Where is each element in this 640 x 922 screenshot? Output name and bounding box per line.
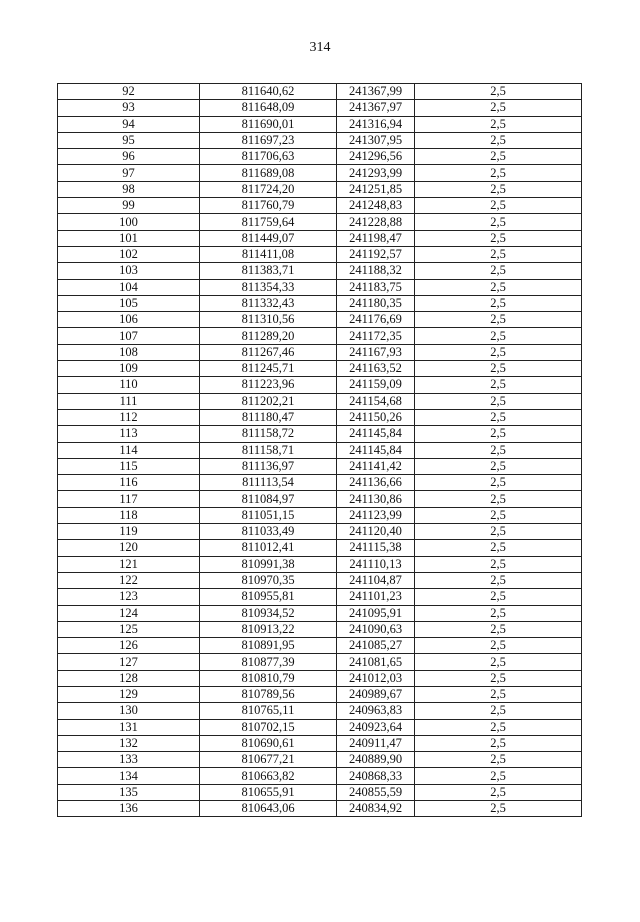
x-coordinate-cell: 810810,79 [200, 670, 337, 686]
x-coordinate-cell: 811158,71 [200, 442, 337, 458]
value-cell: 2,5 [415, 149, 582, 165]
table-row [58, 458, 582, 474]
table-row [58, 556, 582, 572]
table-row [58, 426, 582, 442]
table-row [58, 605, 582, 621]
x-coordinate-cell: 811289,20 [200, 328, 337, 344]
point-number-cell: 92 [58, 84, 200, 100]
point-number-cell: 99 [58, 198, 200, 214]
y-coordinate-cell: 241141,42 [337, 458, 415, 474]
value-cell: 2,5 [415, 670, 582, 686]
y-coordinate-cell: 241123,99 [337, 507, 415, 523]
value-cell: 2,5 [415, 458, 582, 474]
point-number-cell: 103 [58, 263, 200, 279]
x-coordinate-cell: 811449,07 [200, 230, 337, 246]
x-coordinate-cell: 811690,01 [200, 116, 337, 132]
x-coordinate-cell: 811760,79 [200, 198, 337, 214]
point-number-cell: 95 [58, 132, 200, 148]
value-cell: 2,5 [415, 312, 582, 328]
point-number-cell: 124 [58, 605, 200, 621]
y-coordinate-cell: 240911,47 [337, 735, 415, 751]
value-cell: 2,5 [415, 263, 582, 279]
value-cell: 2,5 [415, 719, 582, 735]
point-number-cell: 106 [58, 312, 200, 328]
value-cell: 2,5 [415, 165, 582, 181]
value-cell: 2,5 [415, 556, 582, 572]
x-coordinate-cell: 811113,54 [200, 475, 337, 491]
x-coordinate-cell: 811267,46 [200, 344, 337, 360]
x-coordinate-cell: 811332,43 [200, 295, 337, 311]
y-coordinate-cell: 241307,95 [337, 132, 415, 148]
point-number-cell: 112 [58, 409, 200, 425]
y-coordinate-cell: 241154,68 [337, 393, 415, 409]
table-row [58, 279, 582, 295]
y-coordinate-cell: 241180,35 [337, 295, 415, 311]
x-coordinate-cell: 811051,15 [200, 507, 337, 523]
table-row [58, 670, 582, 686]
point-number-cell: 113 [58, 426, 200, 442]
x-coordinate-cell: 810913,22 [200, 621, 337, 637]
table-row [58, 132, 582, 148]
y-coordinate-cell: 241101,23 [337, 589, 415, 605]
value-cell: 2,5 [415, 344, 582, 360]
y-coordinate-cell: 240923,64 [337, 719, 415, 735]
point-number-cell: 127 [58, 654, 200, 670]
y-coordinate-cell: 241163,52 [337, 361, 415, 377]
x-coordinate-cell: 811724,20 [200, 181, 337, 197]
x-coordinate-cell: 810934,52 [200, 605, 337, 621]
table-row [58, 312, 582, 328]
value-cell: 2,5 [415, 475, 582, 491]
table-row [58, 735, 582, 751]
value-cell: 2,5 [415, 735, 582, 751]
value-cell: 2,5 [415, 230, 582, 246]
point-number-cell: 96 [58, 149, 200, 165]
value-cell: 2,5 [415, 361, 582, 377]
table-row [58, 116, 582, 132]
point-number-cell: 111 [58, 393, 200, 409]
x-coordinate-cell: 811640,62 [200, 84, 337, 100]
value-cell: 2,5 [415, 784, 582, 800]
x-coordinate-cell: 810891,95 [200, 638, 337, 654]
y-coordinate-cell: 241188,32 [337, 263, 415, 279]
y-coordinate-cell: 241251,85 [337, 181, 415, 197]
table-row [58, 703, 582, 719]
y-coordinate-cell: 241012,03 [337, 670, 415, 686]
x-coordinate-cell: 811411,08 [200, 246, 337, 262]
point-number-cell: 126 [58, 638, 200, 654]
y-coordinate-cell: 241176,69 [337, 312, 415, 328]
y-coordinate-cell: 241183,75 [337, 279, 415, 295]
value-cell: 2,5 [415, 589, 582, 605]
y-coordinate-cell: 241090,63 [337, 621, 415, 637]
point-number-cell: 131 [58, 719, 200, 735]
table-row [58, 491, 582, 507]
x-coordinate-cell: 810655,91 [200, 784, 337, 800]
table-row [58, 149, 582, 165]
point-number-cell: 135 [58, 784, 200, 800]
point-number-cell: 98 [58, 181, 200, 197]
point-number-cell: 110 [58, 377, 200, 393]
value-cell: 2,5 [415, 409, 582, 425]
x-coordinate-cell: 811383,71 [200, 263, 337, 279]
point-number-cell: 105 [58, 295, 200, 311]
table-row [58, 784, 582, 800]
value-cell: 2,5 [415, 377, 582, 393]
value-cell: 2,5 [415, 442, 582, 458]
point-number-cell: 128 [58, 670, 200, 686]
table-row [58, 801, 582, 817]
y-coordinate-cell: 241130,86 [337, 491, 415, 507]
y-coordinate-cell: 241248,83 [337, 198, 415, 214]
table-row [58, 393, 582, 409]
value-cell: 2,5 [415, 426, 582, 442]
y-coordinate-cell: 241110,13 [337, 556, 415, 572]
point-number-cell: 107 [58, 328, 200, 344]
table-row [58, 84, 582, 100]
y-coordinate-cell: 241136,66 [337, 475, 415, 491]
point-number-cell: 116 [58, 475, 200, 491]
point-number-cell: 121 [58, 556, 200, 572]
table-row [58, 589, 582, 605]
y-coordinate-cell: 241198,47 [337, 230, 415, 246]
point-number-cell: 120 [58, 540, 200, 556]
value-cell: 2,5 [415, 768, 582, 784]
point-number-cell: 130 [58, 703, 200, 719]
table-row [58, 752, 582, 768]
value-cell: 2,5 [415, 524, 582, 540]
table-row [58, 638, 582, 654]
x-coordinate-cell: 811202,21 [200, 393, 337, 409]
value-cell: 2,5 [415, 752, 582, 768]
x-coordinate-cell: 810991,38 [200, 556, 337, 572]
value-cell: 2,5 [415, 116, 582, 132]
x-coordinate-cell: 811648,09 [200, 100, 337, 116]
table-row [58, 686, 582, 702]
y-coordinate-cell: 241367,97 [337, 100, 415, 116]
point-number-cell: 97 [58, 165, 200, 181]
table-row [58, 768, 582, 784]
table-row [58, 246, 582, 262]
table-row [58, 100, 582, 116]
x-coordinate-cell: 811180,47 [200, 409, 337, 425]
value-cell: 2,5 [415, 84, 582, 100]
point-number-cell: 93 [58, 100, 200, 116]
point-number-cell: 122 [58, 572, 200, 588]
y-coordinate-cell: 240834,92 [337, 801, 415, 817]
table-row [58, 230, 582, 246]
table-row [58, 442, 582, 458]
table-row [58, 377, 582, 393]
x-coordinate-cell: 810643,06 [200, 801, 337, 817]
value-cell: 2,5 [415, 572, 582, 588]
y-coordinate-cell: 240855,59 [337, 784, 415, 800]
y-coordinate-cell: 240963,83 [337, 703, 415, 719]
table-row [58, 328, 582, 344]
value-cell: 2,5 [415, 703, 582, 719]
x-coordinate-cell: 811689,08 [200, 165, 337, 181]
point-number-cell: 115 [58, 458, 200, 474]
x-coordinate-cell: 811310,56 [200, 312, 337, 328]
y-coordinate-cell: 240889,90 [337, 752, 415, 768]
point-number-cell: 104 [58, 279, 200, 295]
y-coordinate-cell: 241104,87 [337, 572, 415, 588]
point-number-cell: 133 [58, 752, 200, 768]
x-coordinate-cell: 811759,64 [200, 214, 337, 230]
point-number-cell: 132 [58, 735, 200, 751]
y-coordinate-cell: 241095,91 [337, 605, 415, 621]
y-coordinate-cell: 241192,57 [337, 246, 415, 262]
value-cell: 2,5 [415, 279, 582, 295]
x-coordinate-cell: 810955,81 [200, 589, 337, 605]
coordinates-table-body [58, 84, 582, 817]
point-number-cell: 118 [58, 507, 200, 523]
x-coordinate-cell: 810877,39 [200, 654, 337, 670]
value-cell: 2,5 [415, 132, 582, 148]
table-row [58, 181, 582, 197]
point-number-cell: 119 [58, 524, 200, 540]
x-coordinate-cell: 810663,82 [200, 768, 337, 784]
point-number-cell: 101 [58, 230, 200, 246]
x-coordinate-cell: 810765,11 [200, 703, 337, 719]
y-coordinate-cell: 241150,26 [337, 409, 415, 425]
page-number: 314 [309, 40, 331, 55]
point-number-cell: 114 [58, 442, 200, 458]
table-row [58, 198, 582, 214]
x-coordinate-cell: 811136,97 [200, 458, 337, 474]
table-row [58, 654, 582, 670]
point-number-cell: 100 [58, 214, 200, 230]
value-cell: 2,5 [415, 491, 582, 507]
value-cell: 2,5 [415, 654, 582, 670]
x-coordinate-cell: 811033,49 [200, 524, 337, 540]
y-coordinate-cell: 241172,35 [337, 328, 415, 344]
point-number-cell: 123 [58, 589, 200, 605]
x-coordinate-cell: 810702,15 [200, 719, 337, 735]
y-coordinate-cell: 240868,33 [337, 768, 415, 784]
value-cell: 2,5 [415, 540, 582, 556]
y-coordinate-cell: 241085,27 [337, 638, 415, 654]
y-coordinate-cell: 241167,93 [337, 344, 415, 360]
point-number-cell: 102 [58, 246, 200, 262]
table-row [58, 295, 582, 311]
y-coordinate-cell: 241293,99 [337, 165, 415, 181]
y-coordinate-cell: 241367,99 [337, 84, 415, 100]
point-number-cell: 125 [58, 621, 200, 637]
y-coordinate-cell: 241081,65 [337, 654, 415, 670]
point-number-cell: 94 [58, 116, 200, 132]
value-cell: 2,5 [415, 246, 582, 262]
y-coordinate-cell: 241145,84 [337, 442, 415, 458]
point-number-cell: 117 [58, 491, 200, 507]
x-coordinate-cell: 810677,21 [200, 752, 337, 768]
y-coordinate-cell: 241228,88 [337, 214, 415, 230]
table-row [58, 507, 582, 523]
table-row [58, 165, 582, 181]
table-row [58, 524, 582, 540]
value-cell: 2,5 [415, 214, 582, 230]
y-coordinate-cell: 241145,84 [337, 426, 415, 442]
table-row [58, 214, 582, 230]
y-coordinate-cell: 241316,94 [337, 116, 415, 132]
y-coordinate-cell: 241159,09 [337, 377, 415, 393]
x-coordinate-cell: 811223,96 [200, 377, 337, 393]
table-row [58, 344, 582, 360]
value-cell: 2,5 [415, 181, 582, 197]
x-coordinate-cell: 811084,97 [200, 491, 337, 507]
table-row [58, 621, 582, 637]
table-row [58, 540, 582, 556]
point-number-cell: 134 [58, 768, 200, 784]
x-coordinate-cell: 811697,23 [200, 132, 337, 148]
y-coordinate-cell: 241115,38 [337, 540, 415, 556]
value-cell: 2,5 [415, 801, 582, 817]
x-coordinate-cell: 810970,35 [200, 572, 337, 588]
value-cell: 2,5 [415, 507, 582, 523]
value-cell: 2,5 [415, 686, 582, 702]
point-number-cell: 129 [58, 686, 200, 702]
x-coordinate-cell: 811245,71 [200, 361, 337, 377]
value-cell: 2,5 [415, 638, 582, 654]
table-row [58, 572, 582, 588]
table-row [58, 409, 582, 425]
table-row [58, 361, 582, 377]
point-number-cell: 109 [58, 361, 200, 377]
y-coordinate-cell: 240989,67 [337, 686, 415, 702]
table-row [58, 719, 582, 735]
table-row [58, 263, 582, 279]
value-cell: 2,5 [415, 295, 582, 311]
value-cell: 2,5 [415, 328, 582, 344]
y-coordinate-cell: 241120,40 [337, 524, 415, 540]
coordinates-table [57, 83, 582, 817]
table-row [58, 475, 582, 491]
point-number-cell: 108 [58, 344, 200, 360]
x-coordinate-cell: 810789,56 [200, 686, 337, 702]
value-cell: 2,5 [415, 100, 582, 116]
x-coordinate-cell: 811354,33 [200, 279, 337, 295]
point-number-cell: 136 [58, 801, 200, 817]
value-cell: 2,5 [415, 605, 582, 621]
x-coordinate-cell: 811158,72 [200, 426, 337, 442]
value-cell: 2,5 [415, 198, 582, 214]
value-cell: 2,5 [415, 393, 582, 409]
x-coordinate-cell: 811706,63 [200, 149, 337, 165]
y-coordinate-cell: 241296,56 [337, 149, 415, 165]
x-coordinate-cell: 811012,41 [200, 540, 337, 556]
x-coordinate-cell: 810690,61 [200, 735, 337, 751]
value-cell: 2,5 [415, 621, 582, 637]
